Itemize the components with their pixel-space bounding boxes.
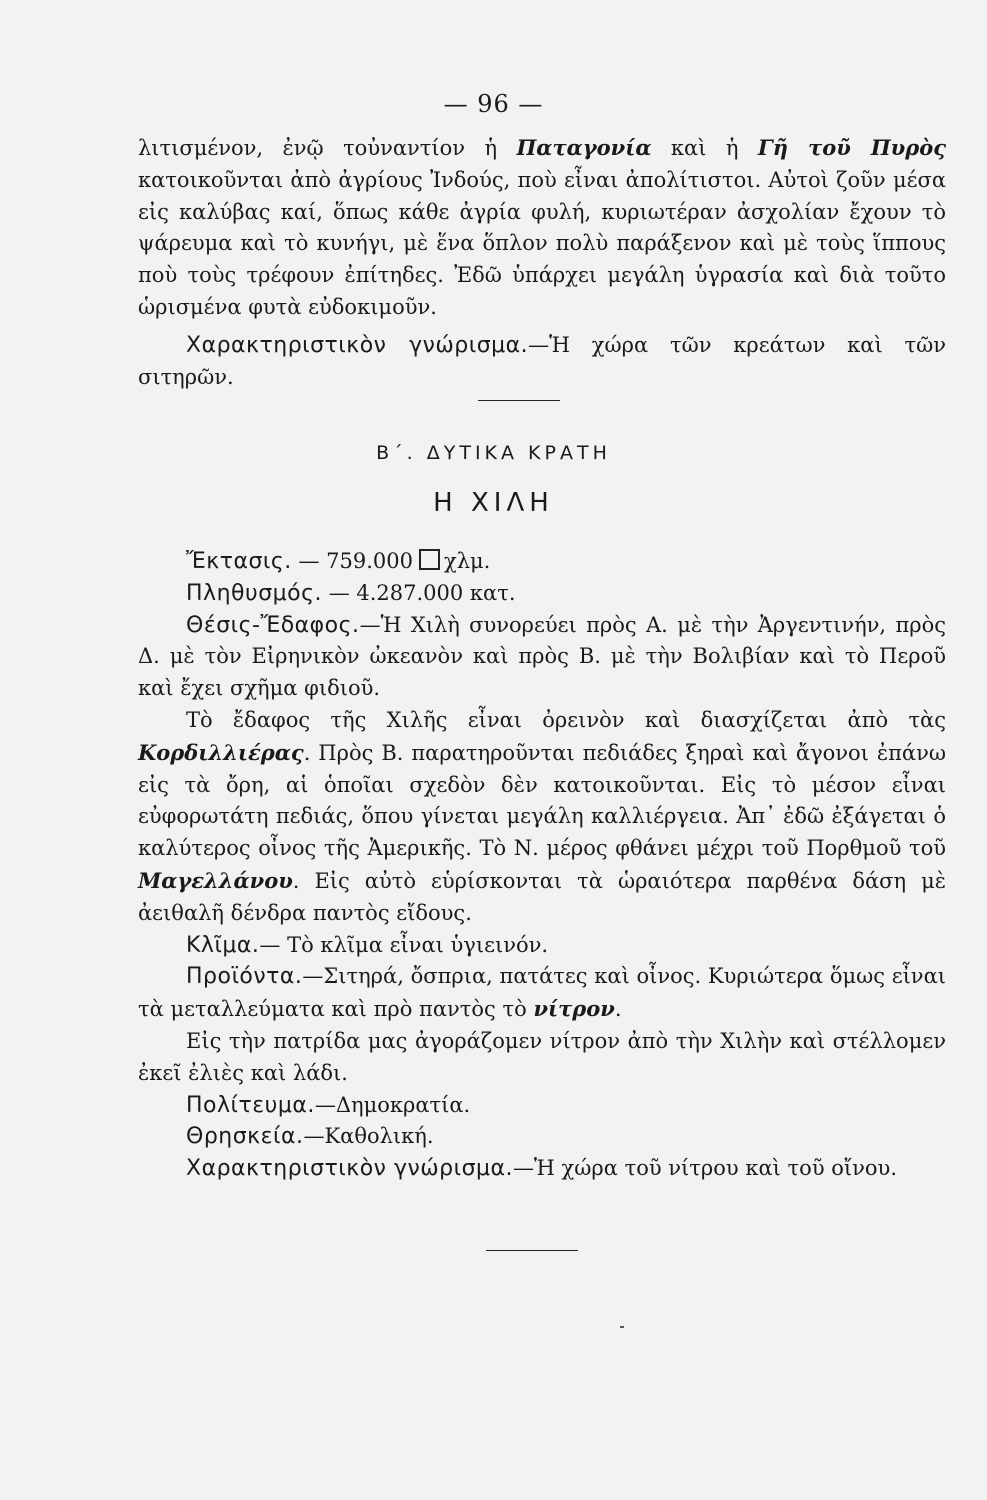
country-title: Η ΧΙΛΗ <box>433 488 554 518</box>
divider-rule <box>478 400 560 401</box>
place-tierra-del-fuego: Γῆ τοῦ Πυρὸς <box>757 135 946 160</box>
print-mark <box>620 1326 624 1328</box>
section-title: Β΄. ΔΥΤΙΚΑ ΚΡΑΤΗ <box>376 442 611 464</box>
heading-label: Χαρακτηριστικὸν γνώρισμα. <box>186 332 529 358</box>
top-text-block <box>138 132 946 393</box>
chile-text-block <box>138 546 946 1185</box>
square-symbol <box>419 549 440 570</box>
terrain-paragraph: Τὸ ἔδαφος τῆς Χιλῆς εἶναι ὀρεινὸν καὶ διασχίζεται ἀπὸ τὰς Κορδιλλιέρας. Πρὸς Β. παρατηροῦνται πεδιάδες ξηραὶ καὶ ἄγονοι ἐπάνω εἰς τὰ ὄρη, αἱ ὁποῖαι σχεδὸν δὲν κατοικοῦνται. Εἰς τὸ μέσον εἶναι εὐφορωτάτη πεδιάς, ὅπου γίνεται μεγάλη καλλιέργεια. Ἀπ᾽ ἐδῶ ἐξάγεται ὁ καλύτερος οἶνος τῆς Ἀμερικῆς. Τὸ Ν. μέρος φθάνει μέχρι τοῦ Πορθμοῦ τοῦ Μαγελλάνου. Εἰς αὐτὸ εὑρίσκονται τὰ ὡραιότερα παρθένα δάση μὲ ἀειθαλῆ δένδρα παντὸς εἴδους. <box>138 707 946 925</box>
product-nitre: νίτρον <box>533 996 615 1022</box>
place-magellan: Μαγελλάνου <box>138 867 293 893</box>
population-line: Πληθυσμός. — 4.287.000 κατ. <box>186 580 516 606</box>
government-line: Πολίτευμα.—Δημοκρατία. <box>186 1092 471 1118</box>
climate-line: Κλῖμα.— Τὸ κλῖμα εἶναι ὑγιεινόν. <box>186 932 549 958</box>
argentina-feature-paragraph: Χαρακτηριστικὸν γνώρισμα.—Ἡ χώρα τῶν κρεάτων καὶ τῶν σιτηρῶν. <box>138 332 946 389</box>
place-cordilleras: Κορδιλλιέρας <box>138 739 304 765</box>
feature-paragraph: Χαρακτηριστικὸν γνώρισμα.—Ἡ χώρα τοῦ νίτρου καὶ τοῦ οἴνου. <box>186 1156 897 1182</box>
page-number: — 96 — <box>443 90 544 118</box>
position-paragraph: Θέσις-Ἔδαφος.—Ἡ Χιλὴ συνορεύει πρὸς Α. μὲ τὴν Ἀργεντινήν, πρὸς Δ. μὲ τὸν Εἰρηνικὸν ὠκεανὸν καὶ πρὸς Β. μὲ τὴν Βολιβίαν καὶ τὸ Περοῦ καὶ ἔχει σχῆμα φιδιοῦ. <box>138 612 946 701</box>
area-line: Ἔκτασις. — 759.000 χλμ. <box>186 549 491 574</box>
patagonia-paragraph: λιτισμένον, ἐνῷ τοὐναντίον ἡ Παταγονία καὶ ἡ Γῆ τοῦ Πυρὸς κατοικοῦνται ἀπὸ ἀγρίους Ἰνδούς, ποὺ εἶναι ἀπολίτιστοι. Αὐτοὶ ζοῦν μέσα εἰς καλύβας καί, ὅπως κάθε ἀγρία φυλή, κυριωτέραν ἀσχολίαν ἔχουν τὸ ψάρευμα καὶ τὸ κυνήγι, μὲ ἕνα ὅπλον πολὺ παράξενον καὶ μὲ τοὺς ἵππους ποὺ τοὺς τρέφουν ἐπίτηδες. Ἐδῶ ὑπάρχει μεγάλη ὑγρασία καὶ διὰ τοῦτο ὡρισμένα φυτὰ εὐδοκιμοῦν. <box>138 135 946 319</box>
trade-paragraph: Εἰς τὴν πατρίδα μας ἀγοράζομεν νίτρον ἀπὸ τὴν Χιλὴν καὶ στέλλομεν ἐκεῖ ἐλιὲς καὶ λάδι. <box>138 1028 946 1085</box>
place-patagonia: Παταγονία <box>516 135 652 160</box>
divider-rule-bottom <box>486 1250 578 1251</box>
products-paragraph: Προϊόντα.—Σιτηρά, ὄσπρια, πατάτες καὶ οἶνος. Κυριώτερα ὅμως εἶναι τὰ μεταλλεύματα καὶ πρὸ παντὸς τὸ νίτρον. <box>138 964 946 1022</box>
religion-line: Θρησκεία.—Καθολική. <box>186 1124 434 1150</box>
